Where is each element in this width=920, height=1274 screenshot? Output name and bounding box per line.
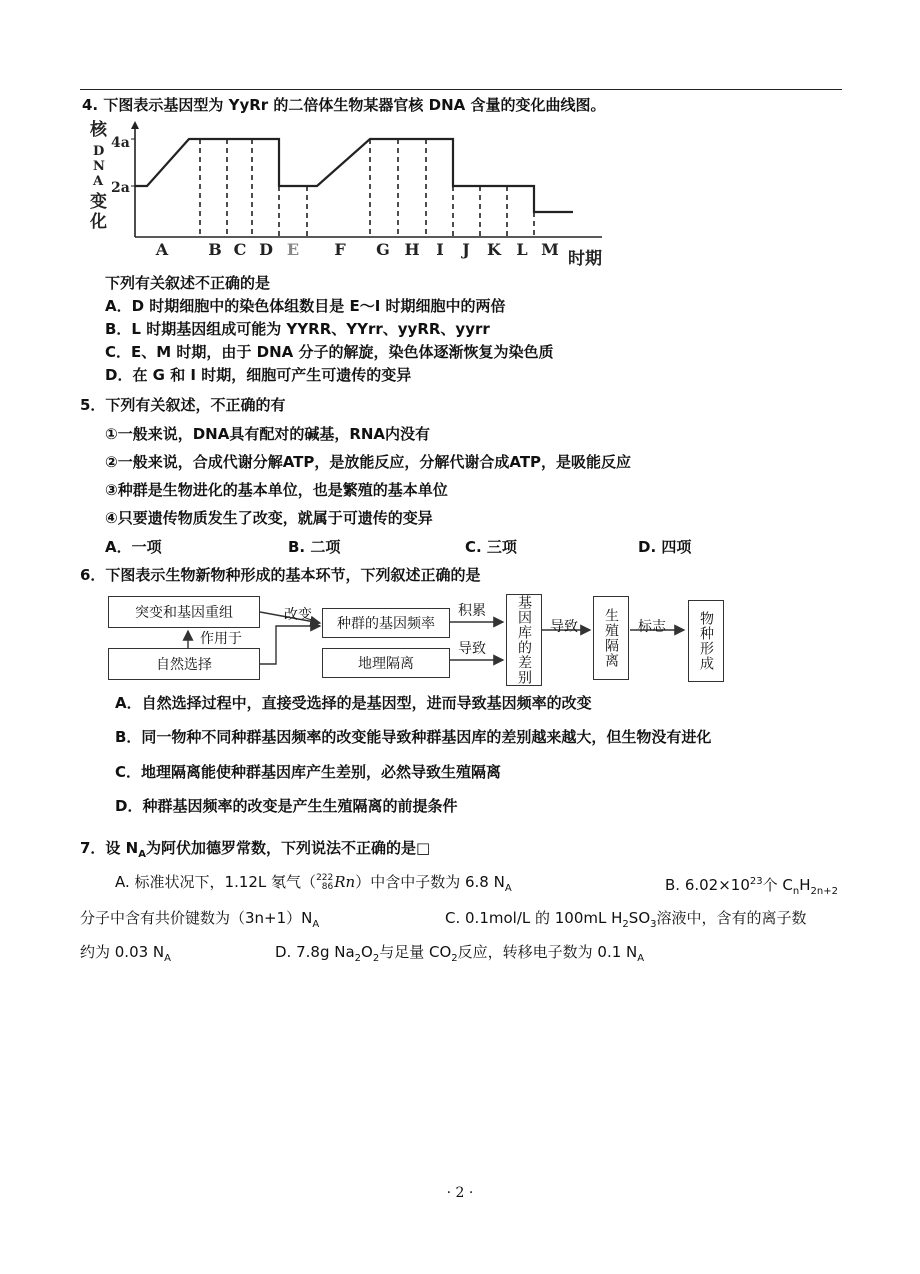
geographic-isolation-box: 地理隔离 <box>322 648 450 678</box>
q7-option-a: A. 标准状况下，1.12L 氡气（222 86Rn）中含中子数为 6.8 $N_A$ <box>115 872 512 894</box>
q6-option-a: A．自然选择过程中，直接受选择的是基因型，进而导致基因频率的改变 <box>115 694 592 712</box>
chart-ylabel-char: 化 <box>90 212 107 232</box>
q5-option-c: C. 三项 <box>465 538 517 556</box>
changes-label: 改变 <box>284 607 312 623</box>
q7-option-c: C. 0.1mol/L 的 100mL $H_2SO_3$溶液中，含有的离子数 <box>445 909 807 930</box>
period-label: A <box>155 240 169 259</box>
q7-option-d: D. 7.8g $Na_2O_2$与足量 $CO_2$反应，转移电子数为 0.1 $N_A$ <box>275 943 645 964</box>
q5-option-a: A．一项 <box>105 538 162 556</box>
speciation-diagram <box>100 590 740 690</box>
chart-ytick: 2a <box>111 180 130 196</box>
header-rule <box>80 89 842 90</box>
speciation-box: 物种形成 <box>688 600 724 682</box>
chart-ylabel-char: 核 <box>90 120 107 140</box>
q6-stem: 6．下图表示生物新物种形成的基本环节，下列叙述正确的是 <box>80 566 481 584</box>
gene-frequency-box: 种群的基因频率 <box>322 608 450 638</box>
period-label: M <box>541 240 559 259</box>
marks-label: 标志 <box>638 619 666 635</box>
q4-option-a: A．D 时期细胞中的染色体组数目是 E～I 时期细胞中的两倍 <box>105 297 506 315</box>
period-label: I <box>436 240 444 259</box>
q4-stem: 4. 下图表示基因型为 YyRr 的二倍体生物某器官核 DNA 含量的变化曲线图。 <box>82 96 606 114</box>
phase-dividers <box>200 139 534 237</box>
dna-content-chart <box>82 115 622 275</box>
acts-on-label: 作用于 <box>200 631 242 647</box>
period-label: J <box>462 240 470 259</box>
q4-prompt: 下列有关叙述不正确的是 <box>105 274 271 292</box>
q5-item-2: ②一般来说，合成代谢分解ATP，是放能反应，分解代谢合成ATP，是吸能反应 <box>105 453 632 471</box>
chart-ytick: 4a <box>111 135 130 151</box>
mutation-box: 突变和基因重组 <box>108 596 260 628</box>
chart-ylabel-char: A <box>93 174 104 189</box>
q6-option-d: D．种群基因频率的改变是产生生殖隔离的前提条件 <box>115 797 458 815</box>
q7-option-b-start: B. $6.02\times 10^{23}$个 $C_nH_{2n+2}$ <box>665 876 838 897</box>
chart-ylabel-char: 变 <box>90 192 107 212</box>
q7-stem: 7．设 $N_A$为阿伏加德罗常数，下列说法不正确的是□ <box>80 839 431 860</box>
q5-option-b: B. 二项 <box>288 538 341 556</box>
period-label: L <box>516 240 528 259</box>
leads-label: 导致 <box>550 619 578 635</box>
q4-option-d: D．在 G 和 I 时期，细胞可产生可遗传的变异 <box>105 366 412 384</box>
period-label: F <box>334 240 346 259</box>
q4-option-c: C．E、M 时期，由于 DNA 分子的解旋，染色体逐渐恢复为染色质 <box>105 343 554 361</box>
natural-selection-box: 自然选择 <box>108 648 260 680</box>
q5-stem: 5．下列有关叙述，不正确的有 <box>80 396 286 414</box>
accumulate-label: 积累 <box>458 603 486 619</box>
q5-item-1: ①一般来说，DNA具有配对的碱基，RNA内没有 <box>105 425 431 443</box>
gene-pool-difference-box: 基因库的差别 <box>506 594 542 686</box>
q7-option-c-end: 约为 0.03 $N_A$ <box>80 943 171 964</box>
q4-option-b: B．L 时期基因组成可能为 YYRR、YYrr、yyRR、yyrr <box>105 320 490 338</box>
page-number: · 2 · <box>446 1185 474 1201</box>
q7-option-b-end: 分子中含有共价键数为$(3n+1)N_A$ <box>80 909 320 930</box>
q6-option-b: B．同一物种不同种群基因频率的改变能导致种群基因库的差别越来越大，但生物没有进化 <box>115 728 712 746</box>
period-label: B <box>208 240 222 259</box>
reproductive-isolation-box: 生殖隔离 <box>593 596 629 680</box>
period-label: E <box>286 240 300 259</box>
chart-xlabel: 时期 <box>568 249 602 269</box>
period-label: H <box>404 240 420 259</box>
period-label: D <box>259 240 273 259</box>
period-label: G <box>376 240 390 259</box>
chart-ylabel-char: N <box>93 159 105 174</box>
leads-label: 导致 <box>458 641 486 657</box>
q5-item-3: ③种群是生物进化的基本单位，也是繁殖的基本单位 <box>105 481 448 499</box>
chart-ylabel-char: D <box>93 144 105 159</box>
q5-option-d: D. 四项 <box>638 538 692 556</box>
period-label: C <box>233 240 247 259</box>
q6-option-c: C．地理隔离能使种群基因库产生差别，必然导致生殖隔离 <box>115 763 502 781</box>
q5-item-4: ④只要遗传物质发生了改变，就属于可遗传的变异 <box>105 509 433 527</box>
chart-y-arrow <box>131 121 139 129</box>
period-label: K <box>487 240 501 259</box>
